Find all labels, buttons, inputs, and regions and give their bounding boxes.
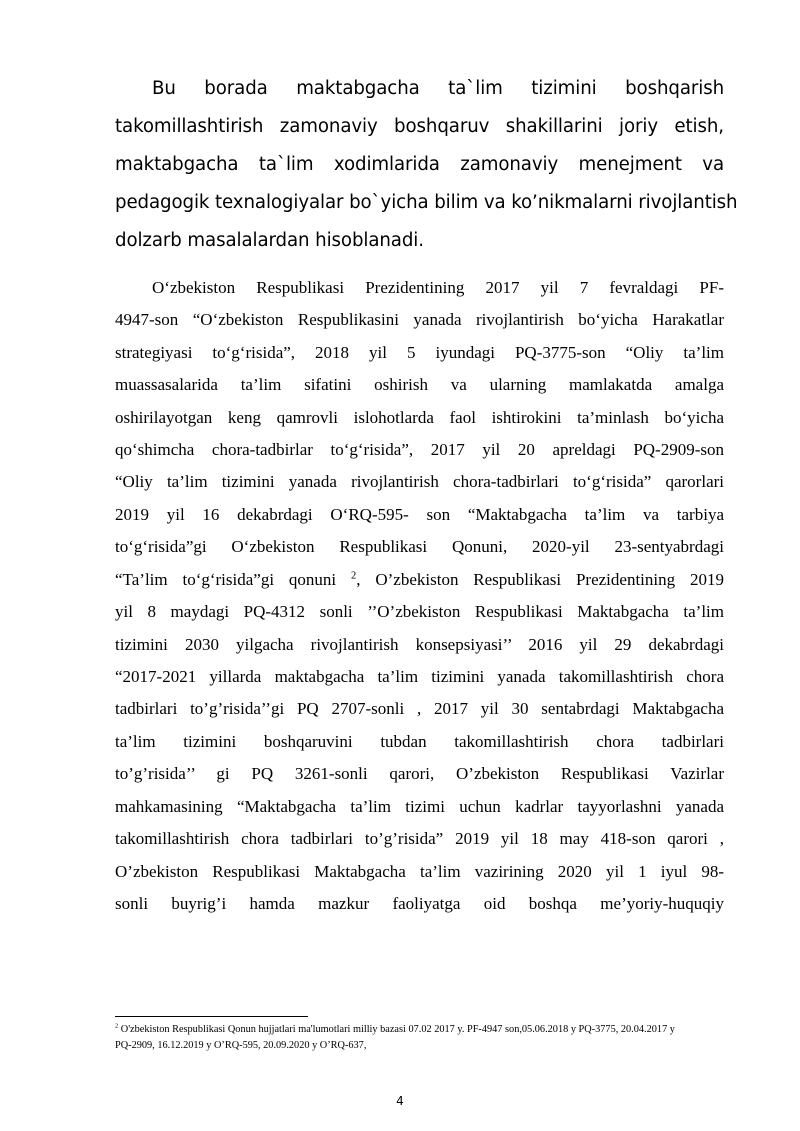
- paragraph-2-line: muassasalarida ta’lim sifatini oshirish va ularning mamlakatda amalga: [115, 375, 724, 394]
- footnote-text: O'zbekiston Respublikasi Qonun hujjatlari ma'lumotlari milliy bazasi 07.02 2017 y. PF-4947 son,05.06.2018 y PQ-3775, 20.04.2017 y: [118, 1024, 675, 1035]
- paragraph-1-line: Bu borada maktabgacha ta`lim tizimini boshqarish: [152, 78, 724, 99]
- footnote-mark: 2: [115, 1022, 119, 1030]
- paragraph-2-line: to’g’risida’’ gi PQ 3261-sonli qarori, O’zbekiston Respublikasi Vazirlar: [115, 764, 724, 783]
- sup-line-after: , O’zbekiston Respublikasi Prezidentining 2019: [356, 570, 724, 589]
- paragraph-2-line: O’zbekiston Respublikasi Maktabgacha ta’lim vazirining 2020 yil 1 iyul 98-: [115, 862, 724, 881]
- paragraph-2-line: qo‘shimcha chora-tadbirlar to‘g‘risida”, 2017 yil 20 apreldagi PQ-2909-son: [115, 440, 724, 459]
- sup-line-before: “Ta’lim to‘g‘risida”gi qonuni: [115, 570, 351, 589]
- paragraph-1-line: pedagogik texnalogiyalar bo`yicha bilim va ko’nikmalarni rivojlantish: [115, 192, 738, 213]
- paragraph-2-line: “Oliy ta’lim tizimini yanada rivojlantirish chora-tadbirlari to‘g‘risida” qarorlari: [115, 472, 724, 491]
- page-number: 4: [396, 1094, 404, 1108]
- paragraph-2-line: 2019 yil 16 dekabrdagi O‘RQ-595- son “Maktabgacha ta’lim va tarbiya: [115, 505, 724, 524]
- paragraph-2-line: mahkamasining “Maktabgacha ta’lim tizimi uchun kadrlar tayyorlashni yanada: [115, 797, 724, 816]
- footnote-reference[interactable]: 2: [350, 570, 357, 582]
- paragraph-2-line: tadbirlari to’g’risida’’gi PQ 2707-sonli , 2017 yil 30 sentabrdagi Maktabgacha: [115, 699, 724, 718]
- paragraph-2-line: tizimini 2030 yilgacha rivojlantirish konsepsiyasi’’ 2016 yil 29 dekabrdagi: [115, 635, 724, 654]
- paragraph-1-line: maktabgacha ta`lim xodimlarida zamonaviy menejment va: [115, 154, 724, 175]
- paragraph-1-line: takomillashtirish zamonaviy boshqaruv shakillarini joriy etish,: [115, 116, 724, 137]
- paragraph-2-line: strategiyasi to‘g‘risida”, 2018 yil 5 iyundagi PQ-3775-son “Oliy ta’lim: [115, 343, 724, 362]
- paragraph-2-line: oshirilayotgan keng qamrovli islohotlarda faol ishtirokini ta’minlash bo‘yicha: [115, 408, 724, 427]
- footnote-separator: [115, 1016, 308, 1017]
- paragraph-2-line: ta’lim tizimini boshqaruvini tubdan takomillashtirish chora tadbirlari: [115, 732, 724, 751]
- paragraph-2-line: takomillashtirish chora tadbirlari to’g’risida” 2019 yil 18 may 418-son qarori ,: [115, 829, 724, 848]
- paragraph-2-line: to‘g‘risida”gi O‘zbekiston Respublikasi Qonuni, 2020-yil 23-sentyabrdagi: [115, 537, 724, 556]
- paragraph-2-line-with-footnote-ref: [115, 570, 724, 590]
- paragraph-1-line: dolzarb masalalardan hisoblanadi.: [115, 230, 424, 251]
- paragraph-2-line: “2017-2021 yillarda maktabgacha ta’lim tizimini yanada takomillashtirish chora: [115, 667, 724, 686]
- footnote-line: PQ-2909, 16.12.2019 y O’RQ-595, 20.09.2020 y O’RQ-637,: [115, 1040, 367, 1051]
- paragraph-2-line: O‘zbekiston Respublikasi Prezidentining 2017 yil 7 fevraldagi PF-: [152, 278, 724, 297]
- paragraph-2-line: yil 8 maydagi PQ-4312 sonli ’’O’zbekiston Respublikasi Maktabgacha ta’lim: [115, 602, 724, 621]
- paragraph-2-line: sonli buyrig’i hamda mazkur faoliyatga oid boshqa me’yoriy-huquqiy: [115, 894, 724, 913]
- footnote-line: [115, 1024, 724, 1035]
- paragraph-2-line: 4947-son “O‘zbekiston Respublikasini yanada rivojlantirish bo‘yicha Harakatlar: [115, 310, 724, 329]
